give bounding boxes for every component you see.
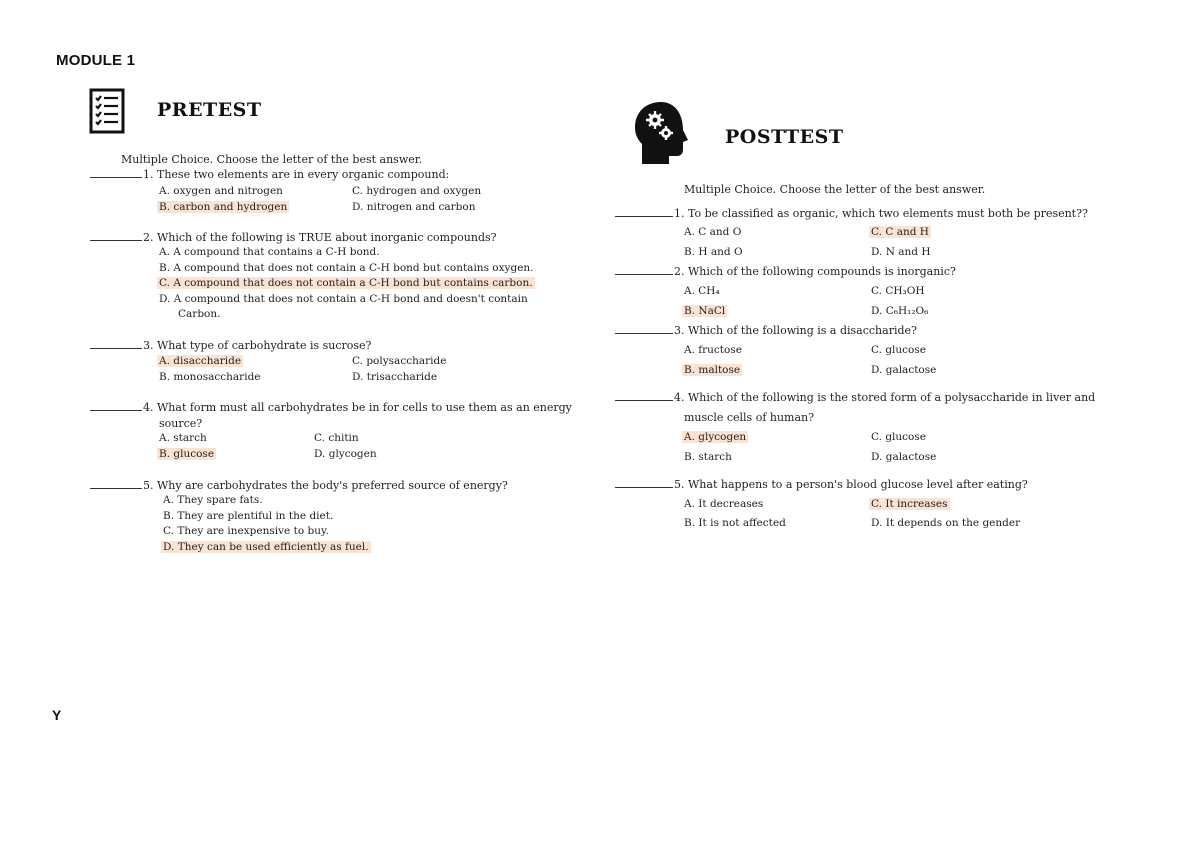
option-d-continued: Carbon. [178, 308, 221, 320]
question-text: 2. Which of the following is TRUE about inorganic compounds? [143, 231, 497, 244]
option-b: B. It is not affected [684, 517, 786, 529]
head-gears-icon [633, 100, 691, 166]
pretest-question-1 [90, 168, 449, 181]
option-b: B. A compound that does not contain a C-H bond but contains oxygen. [159, 262, 534, 274]
option-b: B. monosaccharide [159, 371, 261, 383]
answer-blank[interactable] [615, 478, 673, 488]
option-c: C. glucose [871, 431, 926, 443]
pretest-question-2 [90, 231, 497, 244]
answer-blank[interactable] [90, 339, 142, 349]
option-a: A. CH₄ [684, 285, 720, 297]
option-c: C. polysaccharide [352, 355, 447, 367]
pretest-question-3 [90, 339, 371, 352]
option-c: C. They are inexpensive to buy. [163, 525, 329, 537]
question-text: 3. Which of the following is a disaccharide? [674, 324, 917, 337]
option-a: A. C and O [684, 226, 742, 238]
pretest-instructions: Multiple Choice. Choose the letter of the best answer. [121, 153, 423, 166]
answer-blank[interactable] [90, 231, 142, 241]
question-text: 4. What form must all carbohydrates be in for cells to use them as an energy [143, 401, 572, 414]
question-text: 5. Why are carbohydrates the body's preferred source of energy? [143, 479, 508, 492]
posttest-question-2 [615, 265, 956, 278]
footer-letter: Y [52, 707, 62, 723]
question-text-continued: source? [159, 417, 203, 430]
option-a-highlighted: A. disaccharide [159, 355, 242, 367]
question-text: 5. What happens to a person's blood glucose level after eating? [674, 478, 1028, 491]
question-text: 1. To be classified as organic, which two elements must both be present?? [674, 207, 1088, 220]
question-text: 1. These two elements are in every organic compound: [143, 168, 450, 181]
option-a: A. A compound that contains a C-H bond. [159, 246, 380, 258]
answer-blank[interactable] [615, 265, 673, 275]
posttest-question-4 [615, 391, 1095, 404]
answer-blank[interactable] [90, 168, 142, 178]
option-d: D. galactose [871, 364, 937, 376]
option-c-highlighted: C. A compound that does not contain a C-H bond but contains carbon. [159, 277, 533, 289]
posttest-question-3 [615, 324, 917, 337]
module-label: MODULE 1 [56, 52, 136, 69]
option-c-highlighted: C. It increases [871, 498, 948, 510]
question-text-continued: muscle cells of human? [684, 411, 815, 424]
answer-blank[interactable] [90, 479, 142, 489]
posttest-title: POSTTEST [725, 126, 844, 148]
option-b-highlighted: B. maltose [684, 364, 741, 376]
option-c: C. glucose [871, 344, 926, 356]
option-b: B. H and O [684, 246, 743, 258]
question-text: 2. Which of the following compounds is inorganic? [674, 265, 956, 278]
option-b-highlighted: B. carbon and hydrogen [159, 201, 288, 213]
option-a: A. oxygen and nitrogen [159, 185, 283, 197]
answer-blank[interactable] [90, 401, 142, 411]
option-a-highlighted: A. glycogen [684, 431, 747, 443]
option-b-highlighted: B. glucose [159, 448, 215, 460]
question-text: 4. Which of the following is the stored form of a polysaccharide in liver and [674, 391, 1096, 404]
option-a: A. They spare fats. [163, 494, 263, 506]
answer-blank[interactable] [615, 391, 673, 401]
pretest-question-5 [90, 479, 508, 492]
option-d: D. N and H [871, 246, 931, 258]
answer-blank[interactable] [615, 207, 673, 217]
question-text: 3. What type of carbohydrate is sucrose? [143, 339, 372, 352]
option-a: A. fructose [684, 344, 742, 356]
option-c: C. CH₃OH [871, 285, 925, 297]
option-d: D. galactose [871, 451, 937, 463]
posttest-instructions: Multiple Choice. Choose the letter of the best answer. [684, 183, 986, 196]
option-d: D. glycogen [314, 448, 377, 460]
option-d: D. It depends on the gender [871, 517, 1021, 529]
option-d: D. C₆H₁₂O₆ [871, 305, 929, 317]
posttest-question-1 [615, 207, 1088, 220]
option-b: B. They are plentiful in the diet. [163, 510, 334, 522]
option-c: C. hydrogen and oxygen [352, 185, 482, 197]
pretest-title: PRETEST [157, 99, 262, 121]
option-a: A. It decreases [684, 498, 764, 510]
checklist-icon [89, 88, 125, 134]
option-b: B. starch [684, 451, 732, 463]
option-c: C. chitin [314, 432, 359, 444]
option-d: D. A compound that does not contain a C-H bond and doesn't contain [159, 293, 528, 305]
option-d: D. nitrogen and carbon [352, 201, 476, 213]
option-c-highlighted: C. C and H [871, 226, 929, 238]
option-b-highlighted: B. NaCl [684, 305, 726, 317]
posttest-question-5 [615, 478, 1028, 491]
option-d: D. trisaccharide [352, 371, 438, 383]
option-d-highlighted: D. They can be used efficiently as fuel. [163, 541, 369, 553]
answer-blank[interactable] [615, 324, 673, 334]
option-a: A. starch [159, 432, 207, 444]
pretest-question-4 [90, 401, 572, 414]
